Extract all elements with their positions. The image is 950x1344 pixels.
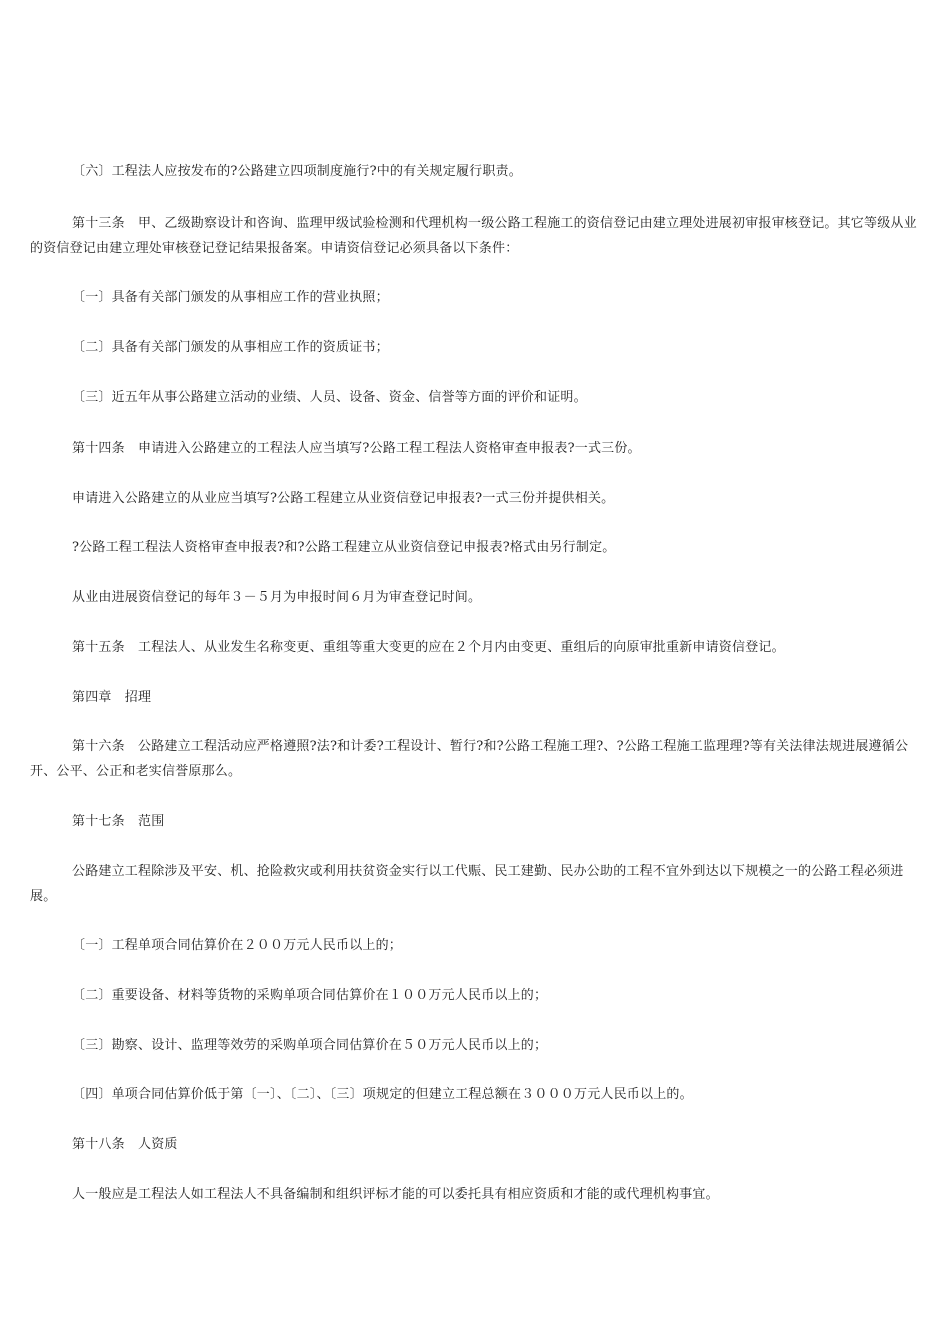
condition-item-3: 〔三〕近五年从事公路建立活动的业绩、人员、设备、资金、信誉等方面的评价和证明。: [72, 390, 587, 405]
paragraph-item-6: 〔六〕工程法人应按发布的?公路建立四项制度施行?中的有关规定履行职责。: [72, 164, 522, 179]
scope-item-3: 〔三〕勘察、设计、监理等效劳的采购单项合同估算价在５０万元人民币以上的；: [72, 1038, 548, 1053]
scope-item-4: 〔四〕单项合同估算价低于第〔一〕、〔二〕、〔三〕项规定的但建立工程总额在３０００万元人民币以上的。: [72, 1087, 693, 1102]
condition-item-1: 〔一〕具备有关部门颁发的从事相应工作的营业执照；: [72, 290, 389, 305]
condition-item-2: 〔二〕具备有关部门颁发的从事相应工作的资质证书；: [72, 340, 389, 355]
scope-item-1: 〔一〕工程单项合同估算价在２００万元人民币以上的；: [72, 938, 403, 953]
article-18-heading: 第十八条 人资质: [72, 1137, 178, 1152]
article-16: 第十六条 公路建立工程活动应严格遵照?法?和计委?工程设计、暂行?和?公路工程施工理?、?公路工程施工监理理?等有关法律法规进展遵循公开、公平、公正和老实信誉原那么。: [30, 739, 909, 779]
article-14-para-4: 从业由进展资信登记的每年３－５月为申报时间６月为审查登记时间。: [72, 590, 482, 605]
article-18-body: 人一般应是工程法人如工程法人不具备编制和组织评标才能的可以委托具有相应资质和才能的或代理机构事宜。: [72, 1187, 719, 1202]
article-17-heading: 第十七条 范围: [72, 814, 165, 829]
article-17-body: 公路建立工程除涉及平安、机、抢险救灾或利用扶贫资金实行以工代赈、民工建勤、民办公助的工程不宜外到达以下规模之一的公路工程必须进展。: [30, 864, 904, 904]
article-14-para-3: ?公路工程工程法人资格审查申报表?和?公路工程建立从业资信登记申报表?格式由另行制定。: [72, 540, 616, 555]
article-14-para-2: 申请进入公路建立的从业应当填写?公路工程建立从业资信登记申报表?一式三份并提供相关。: [72, 491, 615, 506]
article-15: 第十五条 工程法人、从业发生名称变更、重组等重大变更的应在２个月内由变更、重组后的向原审批重新申请资信登记。: [72, 640, 785, 655]
article-13: 第十三条 甲、乙级勘察设计和咨询、监理甲级试验检测和代理机构一级公路工程施工的资信登记由建立理处进展初审报审核登记。其它等级从业的资信登记由建立理处审核登记登记结果报备案。申请资信登记必须具备以下条件：: [30, 216, 917, 256]
article-14: 第十四条 申请进入公路建立的工程法人应当填写?公路工程工程法人资格审查申报表?一式三份。: [72, 441, 641, 456]
chapter-4-heading: 第四章 招理: [72, 690, 152, 705]
scope-item-2: 〔二〕重要设备、材料等货物的采购单项合同估算价在１００万元人民币以上的；: [72, 988, 548, 1003]
